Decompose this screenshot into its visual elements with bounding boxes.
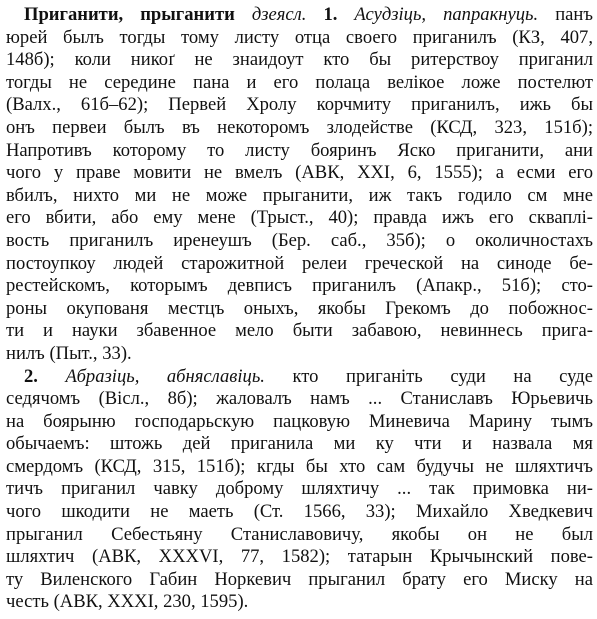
text-line: на боярыню господарьскую пацковую Миневича Марину тымъ	[6, 410, 593, 432]
text-line	[6, 4, 593, 27]
sense-1-paragraph	[6, 4, 593, 366]
text-line: шляхтич (АВК, XXXVI, 77, 1582); татарын Крычынский пове-	[6, 546, 593, 568]
text-line: юрей былъ тогды тому листу отца своего приганилъ (КЗ, 407,	[6, 26, 593, 48]
text-line	[6, 366, 593, 389]
text-line: тичъ приганил чавку доброму шляхтичу ... так примовка ни-	[6, 478, 593, 500]
text-line: прыганил Себестьяну Станиславовичу, якобы он не был	[6, 523, 593, 545]
text-line: ту Виленского Габин Норкевич прыганил брату его Миску на	[6, 568, 593, 590]
text-line: смердомъ (КСД, 315, 151б); кгды бы хто сам будучы не шляхтичъ	[6, 455, 593, 477]
text-line: седячомъ (Вісл., 8б); жаловалъ намъ ... Станиславъ Юрьевичь	[6, 388, 593, 410]
text-line: 148б); коли никоґ не знаидоут кто бы ритерствоу приганил	[6, 49, 593, 71]
text-line: честь (АВК, XXXI, 230, 1595).	[6, 591, 249, 613]
headword: Приганити, прыганити	[24, 4, 235, 25]
text-line: ти и науки збавенное мело быти забавою, невиннесь прига-	[6, 320, 593, 342]
sense-number: 1.	[323, 4, 338, 25]
text-line: чого шкодити не маеть (Ст. 1566, 33); Михайло Хведкевич	[6, 501, 593, 523]
text-line: вость приганилъ иренеушъ (Бер. саб., 35б); о околичностахъ	[6, 229, 593, 251]
sense-text: кто приганіть суди на суде	[292, 365, 593, 387]
text-line: тогды не середине пана и его полаца велікое ложе постелют	[6, 71, 593, 93]
text-line: постоупкоу людей старожитной релеи греческой на синоде бе-	[6, 252, 593, 274]
text-line: обычаемъ: штожь дей приганила ми ку чти и назвала мя	[6, 433, 593, 455]
text-line: его вбити, або ему мене (Трыст., 40); правда ижъ его скваплі-	[6, 207, 593, 229]
text-line: рестейскомъ, которымъ девписъ приганилъ (Апакр., 51б); сто-	[6, 275, 593, 297]
text-line: вбилъ, нихто ми не може прыганити, иж такъ годило см мне	[6, 184, 593, 206]
sense-text: панъ	[555, 4, 593, 25]
text-line: Напротивъ которому то листу бояринъ Яско приганити, ани	[6, 139, 593, 161]
text-line: (Валх., 61б–62); Первей Хролу корчмиту приганилъ, ижь бы	[6, 94, 593, 116]
grammar-label: дзеясл.	[251, 4, 307, 25]
text-line: чого у праве мовити не вмелъ (АВК, XXI, 6, 1555); а есми его	[6, 162, 593, 184]
sense-gloss: Асудзіць, папракнуць.	[354, 4, 539, 25]
sense-gloss: Абразіць, абняславіць.	[65, 365, 265, 387]
sense-2-paragraph	[6, 366, 593, 615]
text-line: роны окупованя местцъ оныхъ, якобы Грекомъ до побожнос-	[6, 297, 593, 319]
text-line: нилъ (Пыт., 33).	[6, 342, 132, 364]
text-line: онъ первеи былъ въ некоторомъ злодействе (КСД, 323, 151б);	[6, 116, 593, 138]
sense-number: 2.	[24, 365, 38, 387]
